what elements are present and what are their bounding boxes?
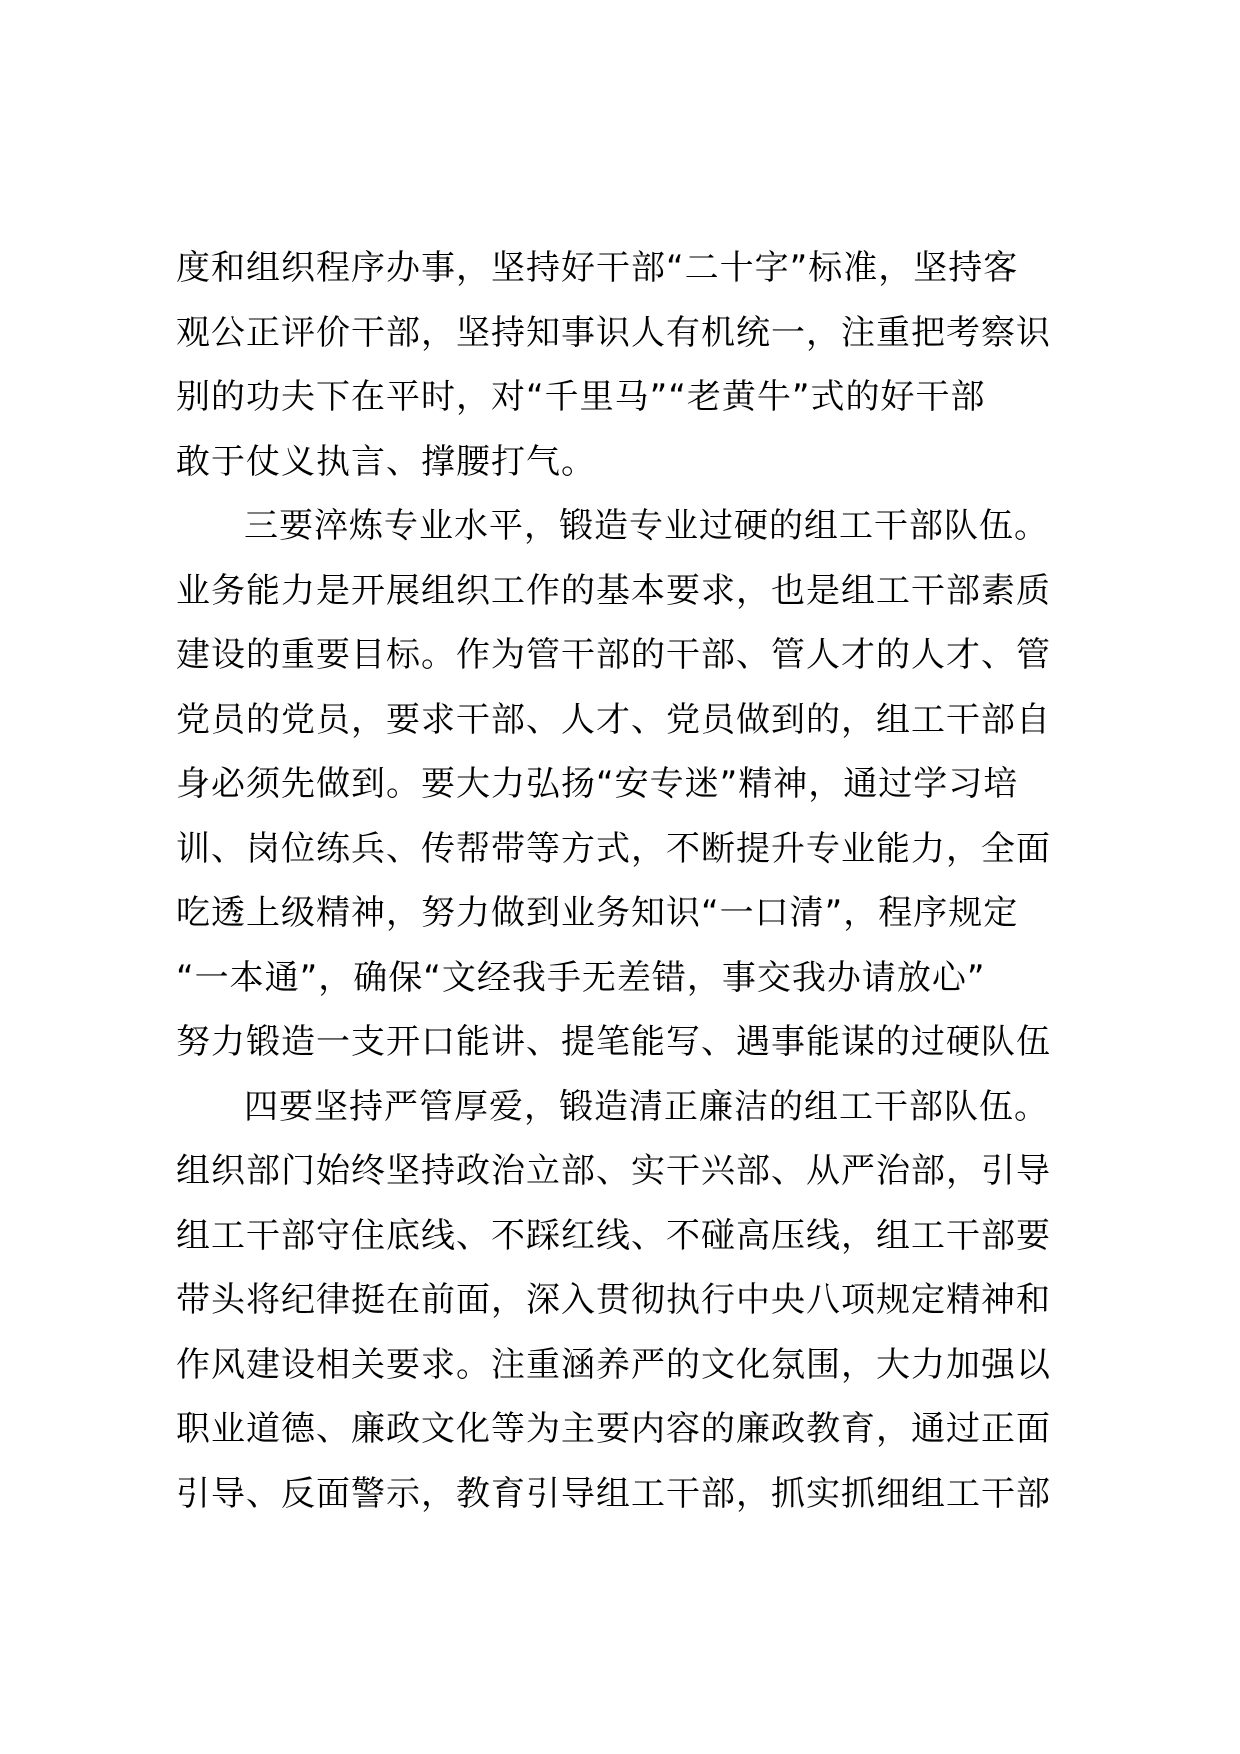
text-line: 组工干部守住底线、不踩红线、不碰高压线，组工干部要 — [176, 1215, 1051, 1256]
paragraph-heading-3: 三要淬炼专业水平，锻造专业过硬的组工干部队伍。 — [244, 506, 1049, 546]
text-line: 引导、反面警示，教育引导组工干部，抓实抓细组工干部 — [176, 1473, 1051, 1514]
text-line: 度和组织程序办事，坚持好干部“二十字”标准，坚持客 — [176, 248, 1019, 288]
text-line: 身必须先做到。要大力弘扬“安专迷”精神，通过学习培 — [176, 764, 1019, 804]
text-line: 职业道德、廉政文化等为主要内容的廉政教育，通过正面 — [176, 1409, 1051, 1449]
text-line: 别的功夫下在平时，对“千里马”“老黄牛”式的好干部 — [176, 377, 986, 417]
text-line: “一本通”，确保“文经我手无差错，事交我办请放心” — [176, 957, 986, 998]
text-line: 努力锻造一支开口能讲、提笔能写、遇事能谋的过硬队伍 — [176, 1022, 1051, 1062]
text-line: 党员的党员，要求干部、人才、党员做到的，组工干部自 — [176, 699, 1051, 740]
text-line: 吃透上级精神，努力做到业务知识“一口清”，程序规定 — [176, 893, 1019, 933]
text-line: 组织部门始终坚持政治立部、实干兴部、从严治部，引导 — [176, 1151, 1051, 1191]
text-line: 作风建设相关要求。注重涵养严的文化氛围，大力加强以 — [176, 1344, 1051, 1385]
text-line: 建设的重要目标。作为管干部的干部、管人才的人才、管 — [176, 635, 1051, 675]
body-text — [176, 236, 1076, 1526]
text-line: 业务能力是开展组织工作的基本要求，也是组工干部素质 — [176, 570, 1051, 611]
paragraph-heading-4: 四要坚持严管厚爱，锻造清正廉洁的组工干部队伍。 — [244, 1086, 1049, 1127]
text-line: 带头将纪律挺在前面，深入贯彻执行中央八项规定精神和 — [176, 1280, 1051, 1320]
text-line: 敢于仗义执言、撑腰打气。 — [176, 441, 596, 482]
text-line: 训、岗位练兵、传帮带等方式，不断提升专业能力，全面 — [176, 828, 1051, 869]
text-line: 观公正评价干部，坚持知事识人有机统一，注重把考察识 — [176, 312, 1051, 353]
